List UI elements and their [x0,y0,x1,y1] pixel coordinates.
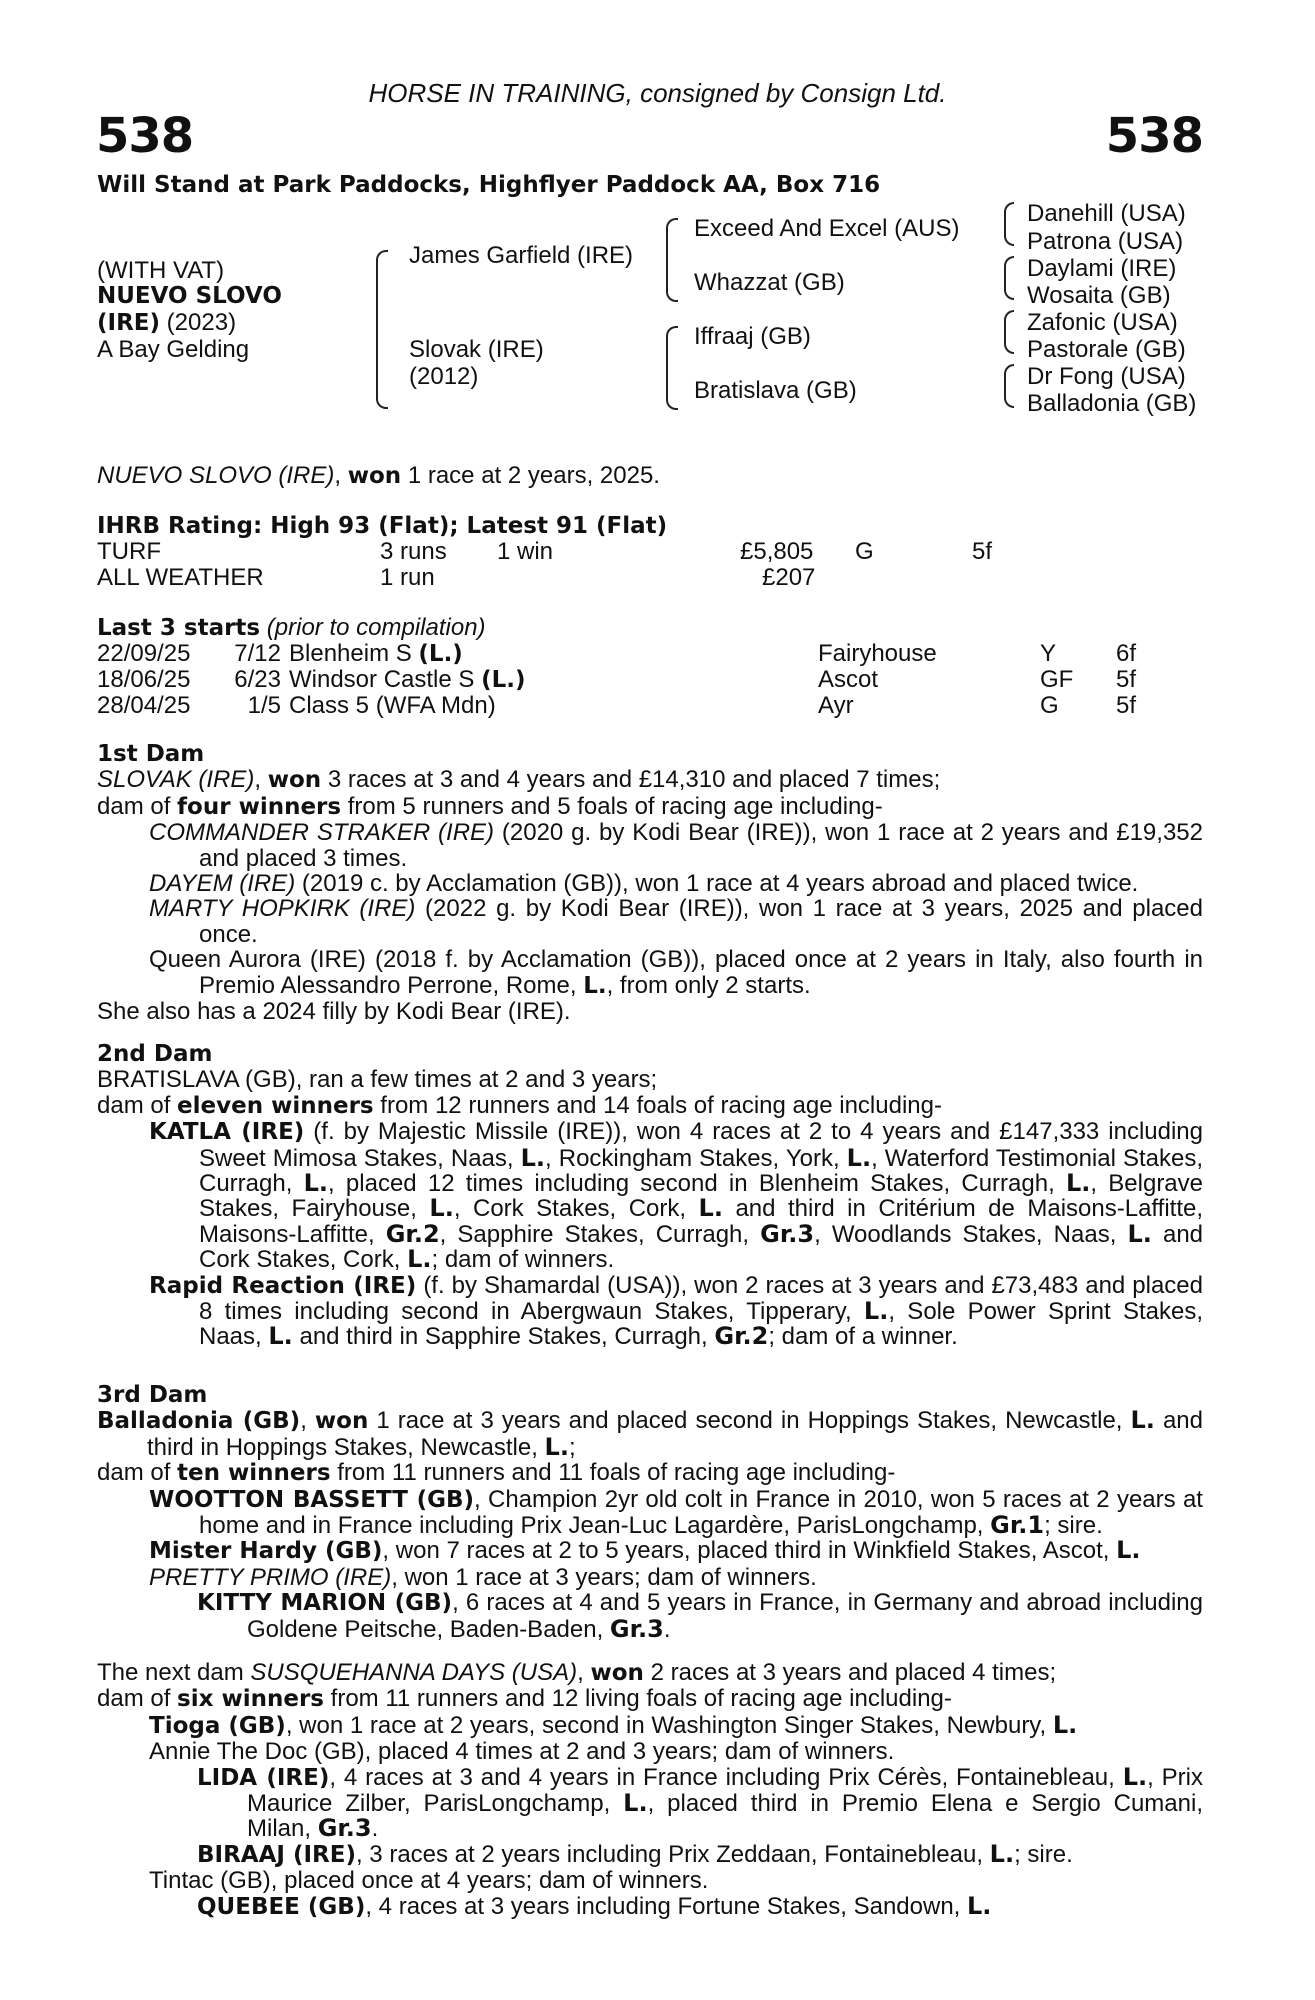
text: dam of [97,1685,178,1713]
listed-mark: L. [846,1143,872,1172]
winners-count: six winners [177,1686,324,1713]
text: , won 7 races at 2 to 5 years, placed third in Winkfield Stakes, Ascot, [382,1537,1117,1565]
listed-mark: L. [623,1789,648,1818]
rating-going-turf: G [855,538,874,565]
foal-text: (2019 c. by Acclamation (GB)), won 1 race at 4 years abroad and placed twice. [295,870,1139,898]
text: , placed 12 times including second in Blenheim Stakes, Curragh, [328,1170,1066,1198]
starts-note: (prior to compilation) [260,614,486,641]
text: , Prix Maurice Zilber, ParisLongchamp, [247,1763,1203,1818]
summary-name: NUEVO SLOVO (IRE) [97,462,335,489]
start-race [289,667,525,693]
text: (f. by Shamardal (USA)), won 2 races at 3 years and £73,483 and placed 8 times including second in Abergwaun Stakes, Tipperary, [199,1271,1204,1326]
start-going: GF [1040,666,1074,693]
horse-name: NUEVO SLOVO [97,283,282,309]
text: , won 1 race at 3 years; dam of winners. [391,1563,817,1591]
pedigree-ddd: Balladonia (GB) [1027,390,1197,417]
foal-name: MARTY HOPKIRK (IRE) [149,895,416,923]
listed-mark: L. [268,1322,293,1351]
text: , Rockingham Stakes, York, [545,1144,847,1172]
text: , 3 races at 2 years including Prix Zeddaan, Fontainebleau, [355,1840,990,1868]
horse-country: (IRE) [97,310,161,336]
group-mark: Gr.2 [714,1322,769,1351]
start-course: Ayr [818,692,854,719]
text: , Waterford Testimonial Stakes, Curragh, [199,1144,1204,1198]
text: from 11 runners and 12 living foals of racing age including- [323,1685,952,1713]
horse-origin [97,310,236,336]
pedigree-brace-ss [1004,202,1014,246]
foal-name: Mister Hardy (GB) [149,1538,383,1565]
starts-title: Last 3 starts [97,615,261,641]
listed-mark: L. [1122,1762,1148,1791]
start-position: 6/23 [234,666,281,693]
group-mark: Gr.3 [609,1614,664,1643]
race-summary: NUEVO SLOVO (IRE), won 1 race at 2 years, 2025. [97,462,660,489]
text: ; sire. [1044,1512,1103,1540]
pedigree-dam-sire: Iffraaj (GB) [694,323,811,350]
second-dam-heading: 2nd Dam [97,1041,213,1067]
pedigree-sds: Daylami (IRE) [1027,255,1177,282]
start-distance: 6f [1116,640,1137,667]
text: , [577,1659,591,1686]
won-word: won [590,1660,644,1686]
pedigree-dam-year: (2012) [409,363,479,390]
fourth-dam-name: SUSQUEHANNA DAYS (USA) [250,1659,578,1686]
foal-name: WOOTTON BASSETT (GB) [149,1486,474,1513]
rating-runs-turf: 3 runs [380,538,447,565]
listed-mark: L. [429,1194,454,1223]
pedigree-dsd: Pastorale (GB) [1027,336,1186,363]
first-dam-section [97,742,1203,1024]
pedigree-brace-dd [1004,364,1014,408]
text: , Sapphire Stakes, Curragh, [439,1220,761,1248]
third-dam-name: Balladonia (GB) [97,1408,301,1435]
start-distance: 5f [1116,692,1137,719]
third-dam-section [97,1383,1203,1642]
group-mark: Gr.1 [990,1511,1045,1540]
listed-mark: L. [698,1194,723,1223]
listed-mark: L. [520,1143,546,1172]
foal-name: DAYEM (IRE) [149,870,296,898]
listed-mark: L. [967,1891,992,1920]
text: 1 race at 3 years and placed second in Hoppings Stakes, Newcastle, [368,1407,1131,1435]
third-dam-heading: 3rd Dam [97,1382,208,1408]
foal-text: (2018 f. by Acclamation (GB)), placed once at 2 years in Italy, also fourth in Premio Alessandro Perrone, Rome, [199,946,1204,999]
foal-name: QUEBEE (GB) [197,1893,366,1920]
start-race-grade: (L.) [481,667,526,693]
text: from 11 runners and 11 foals of racing age including- [330,1459,896,1487]
text: ; [568,1433,576,1461]
rating-heading: IHRB Rating: High 93 (Flat); Latest 91 (Flat) [97,513,668,539]
text: 2 races at 3 years and placed 4 times; [643,1659,1057,1686]
listed-mark: L. [1130,1406,1155,1435]
foal-name: Queen Aurora (IRE) [149,946,366,974]
foal-name: PRETTY PRIMO (IRE) [149,1563,392,1591]
listed-mark: L. [407,1245,432,1274]
pedigree-brace-gen1 [376,250,388,409]
group-mark: Gr.2 [385,1219,440,1248]
first-dam-record: SLOVAK (IRE), won 3 races at 3 and 4 years and £14,310 and placed 7 times; [97,766,941,794]
foal-entry [97,1538,1203,1564]
pedigree-brace-sd [1004,256,1014,300]
lot-number-left: 538 [96,108,194,164]
foal-entry [97,1891,1203,1920]
foal-name: KATLA (IRE) [149,1119,305,1146]
pedigree-sire: James Garfield (IRE) [409,242,634,269]
rating-runs-aw: 1 run [380,564,435,591]
listed-mark: L. [1127,1219,1152,1248]
text: . [371,1815,379,1843]
rating-prize-aw: £207 [762,564,816,591]
text: dam of [97,1459,178,1487]
listed-mark: L. [1065,1169,1091,1198]
text: , 4 races at 3 and 4 years in France including Prix Cérès, Fontainebleau, [329,1763,1123,1791]
pedigree-ssd: Patrona (USA) [1027,228,1184,255]
text: , Woodlands Stakes, Naas, [814,1220,1128,1248]
start-course: Fairyhouse [818,640,937,667]
start-position: 1/5 [247,692,281,719]
pedigree-dds: Dr Fong (USA) [1027,363,1186,390]
start-date: 18/06/25 [97,666,191,693]
pedigree-sire-sire: Exceed And Excel (AUS) [694,215,960,242]
group-mark: Gr.3 [317,1814,372,1843]
start-going: G [1040,692,1059,719]
foal-entry [97,1487,1203,1539]
stand-location: Will Stand at Park Paddocks, Highflyer Paddock AA, Box 716 [97,172,881,198]
start-race-name: Windsor Castle S [289,666,482,693]
third-dam-record: Balladonia (GB), won 1 race at 3 years and placed second in Hoppings Stakes, Newcastle, L. and third in Hoppings Stakes, Newcastle, L.; [97,1406,1203,1461]
listed-mark: L. [1116,1536,1141,1565]
first-dam-produce [97,794,1203,820]
text: and Cork Stakes, Cork, [199,1220,1204,1274]
second-dam-section [97,1042,1203,1350]
foal-name: Rapid Reaction (IRE) [149,1272,417,1299]
text: ; dam of winners. [431,1246,615,1274]
start-race-grade: (L.) [418,641,463,667]
text: , Sole Power Sprint Stakes, Naas, [199,1298,1203,1351]
text: , won 1 race at 2 years, second in Washington Singer Stakes, Newbury, [285,1711,1053,1739]
lot-number-right: 538 [1105,108,1203,164]
start-course: Ascot [818,666,879,693]
text: dam of [97,1091,178,1119]
foal-name: KITTY MARION (GB) [197,1590,453,1617]
listed-mark: L. [989,1839,1015,1868]
first-dam-won: won [267,767,322,794]
foal-name: BIRAAJ (IRE) [197,1841,356,1868]
text: and third in Hoppings Stakes, Newcastle, [147,1407,1203,1461]
foal-entry [97,820,1203,871]
foal-entry [97,1119,1203,1272]
foal-text: , from only 2 starts. [606,971,811,999]
text: , 6 races at 4 and 5 years in France, in Germany and abroad including Goldene Peitsche, Baden-Baden, [247,1589,1203,1643]
foal-name: LIDA (IRE) [197,1764,330,1791]
foal-entry [97,1273,1203,1350]
summary-text: 1 race at 2 years, 2025. [401,462,660,489]
horse-year: (2023) [160,309,237,336]
text: . [663,1615,671,1643]
foal-entry [97,1710,1203,1739]
second-dam-record: BRATISLAVA (GB), ran a few times at 2 and 3 years; [97,1066,658,1094]
text: from 12 runners and 14 foals of racing age including- [373,1091,942,1119]
fourth-dam-record [97,1660,1203,1686]
start-race [289,641,463,667]
text: The next dam [97,1659,251,1686]
text: from 5 runners and 5 foals of racing age including- [341,792,883,820]
second-dam-produce [97,1093,1203,1119]
group-mark: Gr.3 [760,1219,815,1248]
first-dam-name: SLOVAK (IRE) [97,766,255,794]
foal-entry [97,947,1203,999]
fourth-dam-produce [97,1686,1203,1712]
text: , 4 races at 3 years including Fortune Stakes, Sandown, [365,1892,968,1920]
horse-description: A Bay Gelding [97,336,250,363]
text: and third in Critérium de Maisons-Laffitte, Maisons-Laffitte, [199,1195,1204,1248]
foal-entry [97,1762,1203,1843]
start-going: Y [1040,640,1057,667]
pedigree-sire-dam: Whazzat (GB) [694,269,845,296]
listed-mark: L. [863,1297,889,1326]
winners-count: ten winners [177,1460,331,1487]
listed-mark: L. [1052,1710,1078,1739]
text: (f. by Majestic Missile (IRE)), won 4 races at 2 to 4 years and £147,333 including Sweet Mimosa Stakes, Naas, [199,1118,1203,1172]
third-dam-produce [97,1460,1203,1486]
foal-name: Tioga (GB) [149,1712,286,1739]
foal-entry [97,871,1203,896]
winners-count: eleven winners [177,1092,374,1119]
summary-won: won [347,463,402,489]
first-dam-heading: 1st Dam [97,741,205,767]
rating-dist-turf: 5f [972,538,993,565]
won-word: won [314,1408,369,1435]
rating-wins-turf: 1 win [497,538,554,565]
text: , Belgrave Stakes, Fairyhouse, [199,1170,1204,1223]
pedigree-dam: Slovak (IRE) [409,336,544,363]
listed-mark: L. [583,972,607,999]
text: and third in Sapphire Stakes, Curragh, [292,1323,715,1351]
foal-name: COMMANDER STRAKER (IRE) [149,819,495,847]
listed-mark: L. [544,1432,569,1461]
text: ; dam of a winner. [768,1323,958,1351]
foal-entry [97,1565,1203,1590]
pedigree-sdd: Wosaita (GB) [1027,282,1171,309]
foal-entry [97,896,1203,947]
text: dam of [97,792,178,820]
text: ; sire. [1014,1840,1073,1868]
rating-surface-aw: ALL WEATHER [97,564,264,591]
foal-entry: Annie The Doc (GB), placed 4 times at 2 and 3 years; dam of winners. [149,1738,895,1766]
pedigree-brace-sire [666,218,678,302]
rating-prize-turf: £5,805 [740,538,814,565]
start-date: 28/04/25 [97,692,191,719]
consignment-header: HORSE IN TRAINING, consigned by Consign Ltd. [368,78,947,108]
text: , placed third in Premio Elena e Sergio Cumani, Milan, [247,1790,1203,1843]
text: , Cork Stakes, Cork, [453,1195,699,1223]
foal-entry: Tintac (GB), placed once at 4 years; dam of winners. [149,1867,709,1895]
listed-mark: L. [303,1169,329,1198]
start-race: Class 5 (WFA Mdn) [289,692,496,719]
foal-entry [97,1839,1203,1868]
pedigree-dam-dam: Bratislava (GB) [694,377,857,404]
foal-entry [97,1590,1203,1642]
rating-surface-turf: TURF [97,538,161,565]
foal-text: (2022 g. by Kodi Bear (IRE)), won 1 race at 3 years, 2025 and placed once. [199,895,1203,948]
foal-text: (2020 g. by Kodi Bear (IRE)), won 1 race at 2 years and £19,352 and placed 3 times. [199,819,1203,872]
vat-note: (WITH VAT) [97,257,225,284]
start-distance: 5f [1116,666,1137,693]
first-dam-text: 3 races at 3 and 4 years and £14,310 and placed 7 times; [321,766,941,794]
start-date: 22/09/25 [97,640,191,667]
start-position: 7/12 [234,640,281,667]
winners-count: four winners [177,793,342,820]
starts-heading [97,615,486,641]
pedigree-brace-dam [666,326,678,410]
pedigree-brace-ds [1004,310,1014,354]
pedigree-sss: Danehill (USA) [1027,200,1186,227]
start-race-name: Blenheim S [289,640,419,667]
pedigree-dss: Zafonic (USA) [1027,309,1178,336]
first-dam-also: She also has a 2024 filly by Kodi Bear (IRE). [97,998,571,1026]
fourth-dam-section [97,1660,1203,1920]
text: , Champion 2yr old colt in France in 2010, won 5 races at 2 years at home and in France including Prix Jean-Luc Lagardère, ParisLongchamp, [199,1485,1203,1540]
